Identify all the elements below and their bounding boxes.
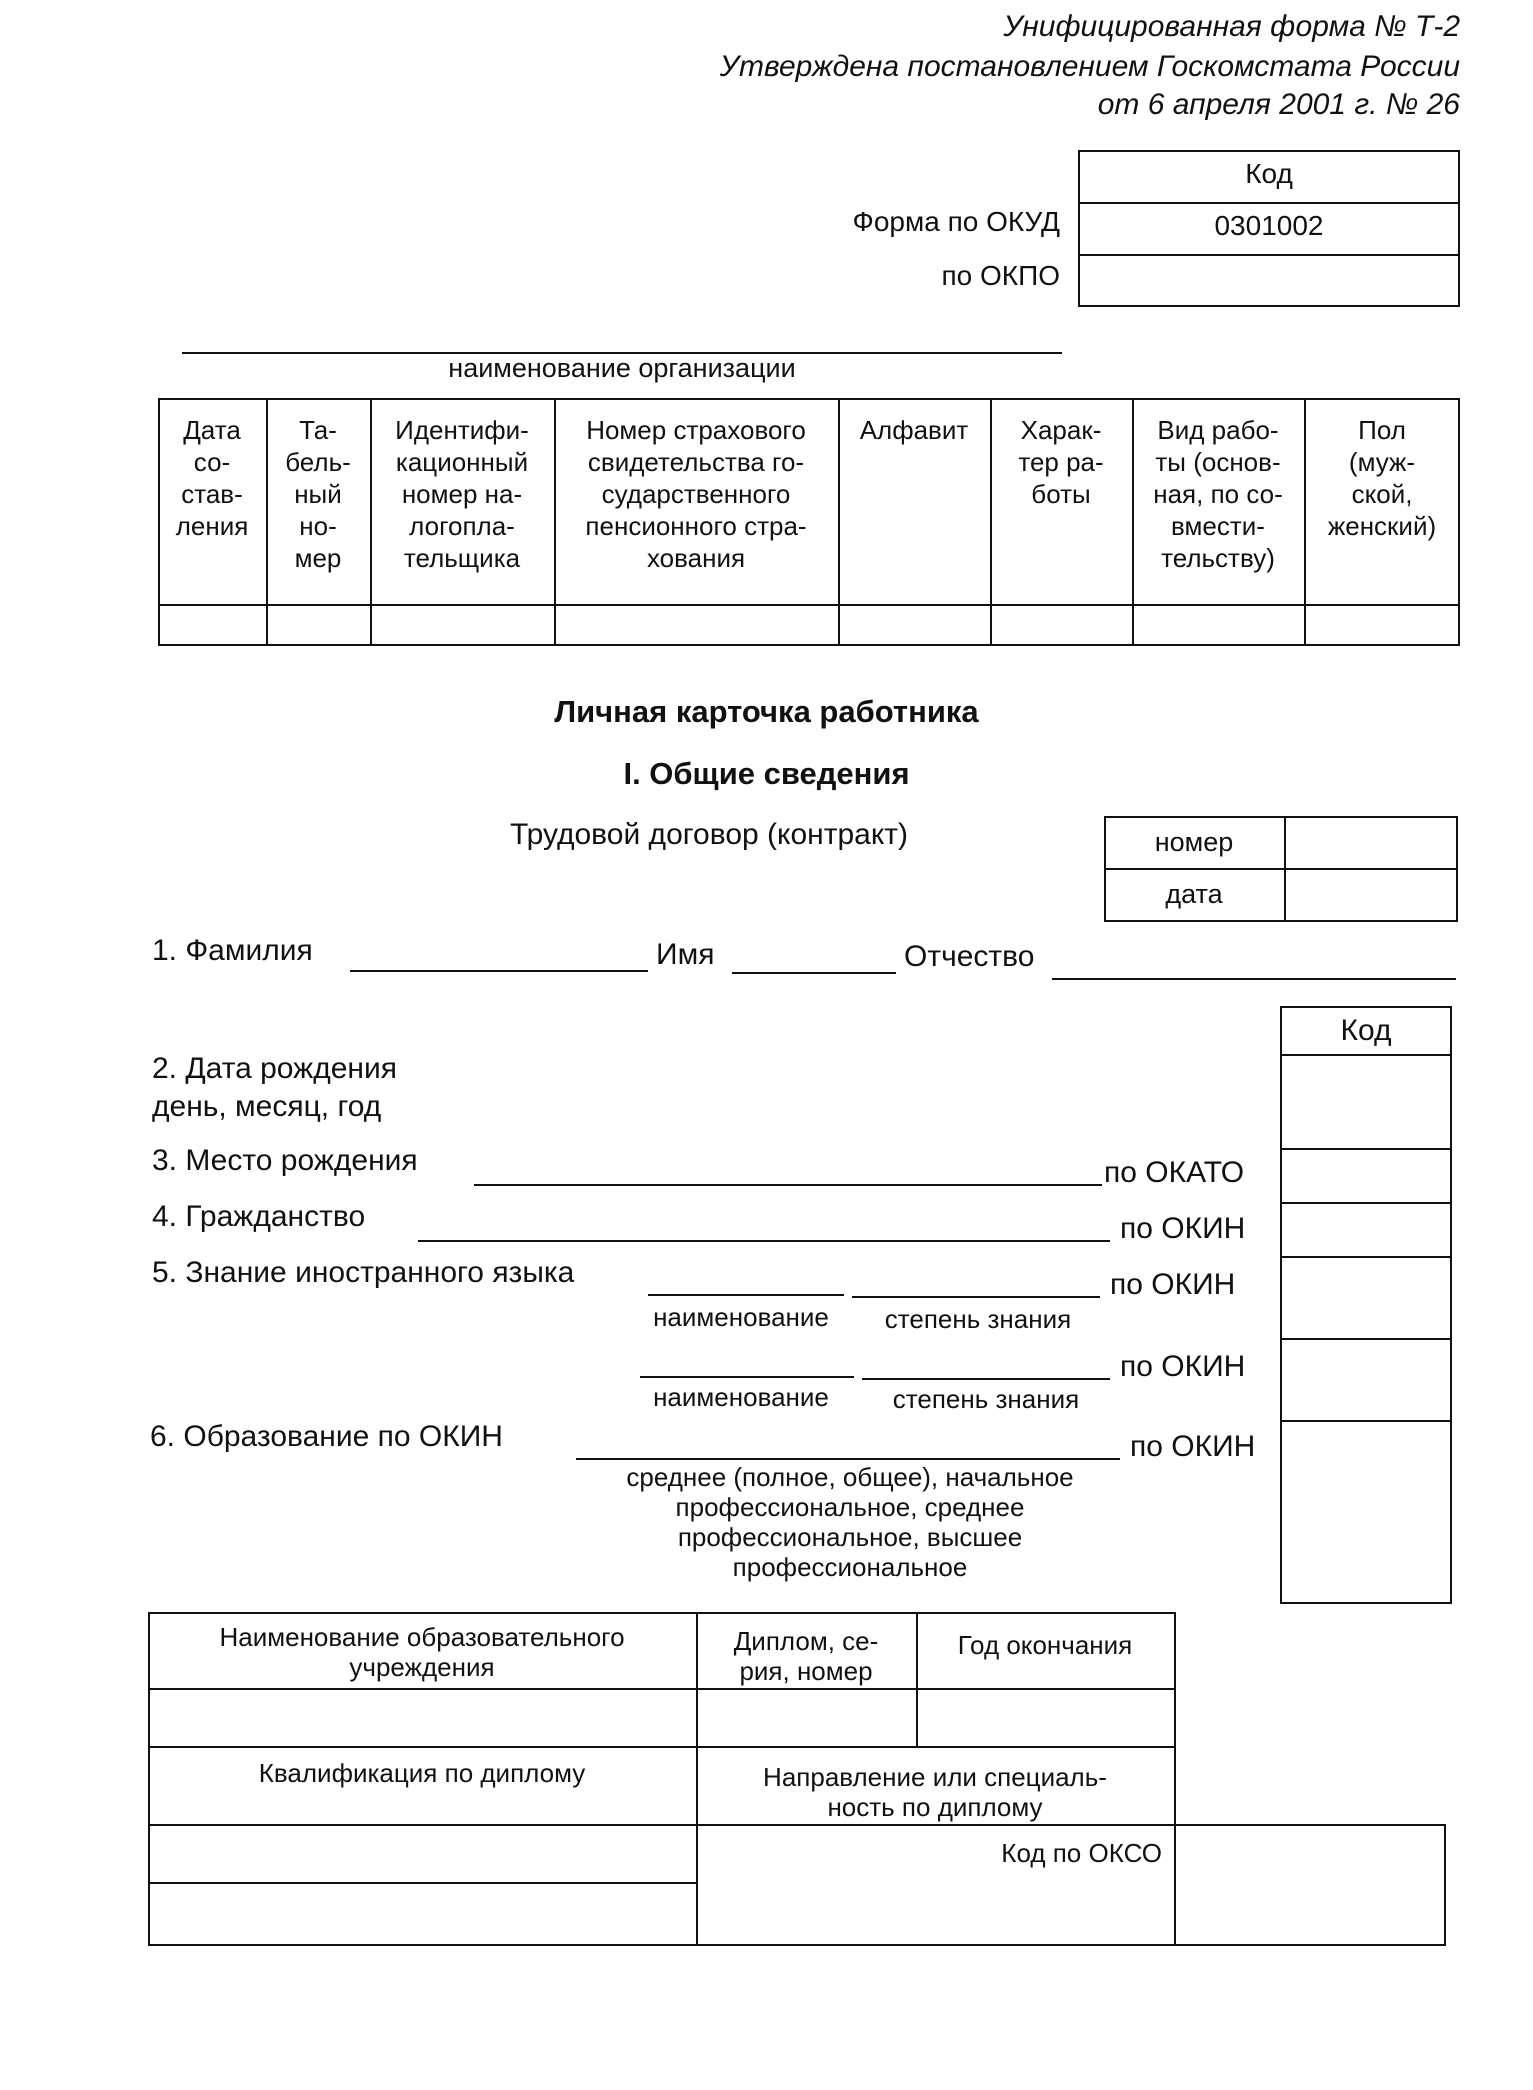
diploma-header: Диплом, се- рия, номер	[733, 1626, 879, 1686]
education-okin-label: по ОКИН	[1130, 1430, 1256, 1463]
surname-field[interactable]	[350, 970, 648, 972]
citizenship-label: 4. Гражданство	[152, 1200, 366, 1233]
section-title: I. Общие сведения	[623, 756, 910, 791]
form-number: Унифицированная форма № Т-2	[1003, 10, 1460, 43]
education-field[interactable]	[576, 1458, 1120, 1460]
graduation-year-header: Год окончания	[957, 1630, 1133, 1660]
language-name-caption: наименование	[653, 1302, 829, 1332]
code-column-header: Код	[1340, 1014, 1392, 1047]
col-alphabet: Алфавит	[859, 415, 969, 445]
okud-value[interactable]: 0301002	[1214, 210, 1324, 241]
okpo-label: по ОКПО	[941, 260, 1060, 291]
language2-level-field[interactable]	[862, 1378, 1110, 1380]
patronymic-label: Отчество	[904, 940, 1035, 973]
birthplace-field[interactable]	[474, 1184, 1102, 1186]
name-field[interactable]	[732, 972, 896, 974]
citizenship-okin-label: по ОКИН	[1120, 1212, 1246, 1245]
foreign-language-label: 5. Знание иностранного языка	[152, 1256, 575, 1289]
education-label: 6. Образование по ОКИН	[150, 1420, 503, 1453]
col-snils: Номер страхового свидетельства го- сударственного пенсионного стра- хования	[585, 415, 807, 573]
col-work-character: Харак- тер ра- боты	[1018, 415, 1104, 509]
code-header: Код	[1245, 158, 1293, 189]
col-inn: Идентифи- кационный номер на- логопла- тельщика	[395, 415, 529, 573]
okud-label: Форма по ОКУД	[852, 206, 1060, 237]
language2-name-caption: наименование	[653, 1382, 829, 1412]
contract-label: Трудовой договор (контракт)	[510, 818, 909, 851]
birthdate-format: день, месяц, год	[152, 1090, 382, 1123]
col-tab-number: Та- бель- ный но- мер	[285, 415, 351, 573]
contract-date-label: дата	[1165, 879, 1223, 909]
language-name-field[interactable]	[648, 1294, 844, 1296]
birthdate-label: 2. Дата рождения	[152, 1052, 397, 1085]
patronymic-field[interactable]	[1052, 978, 1456, 980]
contract-number-label: номер	[1154, 827, 1234, 857]
approval-line: Утверждена постановлением Госкомстата России	[719, 50, 1460, 83]
name-label: Имя	[656, 938, 715, 971]
page-title: Личная карточка работника	[554, 694, 979, 729]
org-name-caption: наименование организации	[448, 353, 796, 383]
col-work-type: Вид рабо- ты (основ- ная, по со- вмести- тельству)	[1153, 415, 1283, 573]
language-okin-label: по ОКИН	[1110, 1268, 1236, 1301]
qualification-header: Квалификация по диплому	[258, 1758, 586, 1788]
okso-label: Код по ОКСО	[1001, 1838, 1162, 1868]
approval-date: от 6 апреля 2001 г. № 26	[1097, 88, 1460, 121]
okato-label: по ОКАТО	[1104, 1156, 1245, 1189]
language-level-field[interactable]	[852, 1296, 1100, 1298]
surname-label: 1. Фамилия	[152, 934, 313, 967]
education-caption: среднее (полное, общее), начальное профессиональное, среднее профессиональное, высшее профессиональное	[626, 1462, 1074, 1582]
language2-name-field[interactable]	[640, 1376, 854, 1378]
language-level-caption: степень знания	[884, 1304, 1072, 1334]
birthplace-label: 3. Место рождения	[152, 1144, 418, 1177]
citizenship-field[interactable]	[418, 1240, 1110, 1242]
institution-header: Наименование образовательного учреждения	[219, 1622, 625, 1682]
language2-level-caption: степень знания	[892, 1384, 1080, 1414]
col-gender: Пол (муж- ской, женский)	[1327, 415, 1437, 541]
col-date: Дата со- став- ления	[175, 415, 249, 541]
specialty-header: Направление или специаль- ность по диплому	[763, 1762, 1107, 1822]
language2-okin-label: по ОКИН	[1120, 1350, 1246, 1383]
